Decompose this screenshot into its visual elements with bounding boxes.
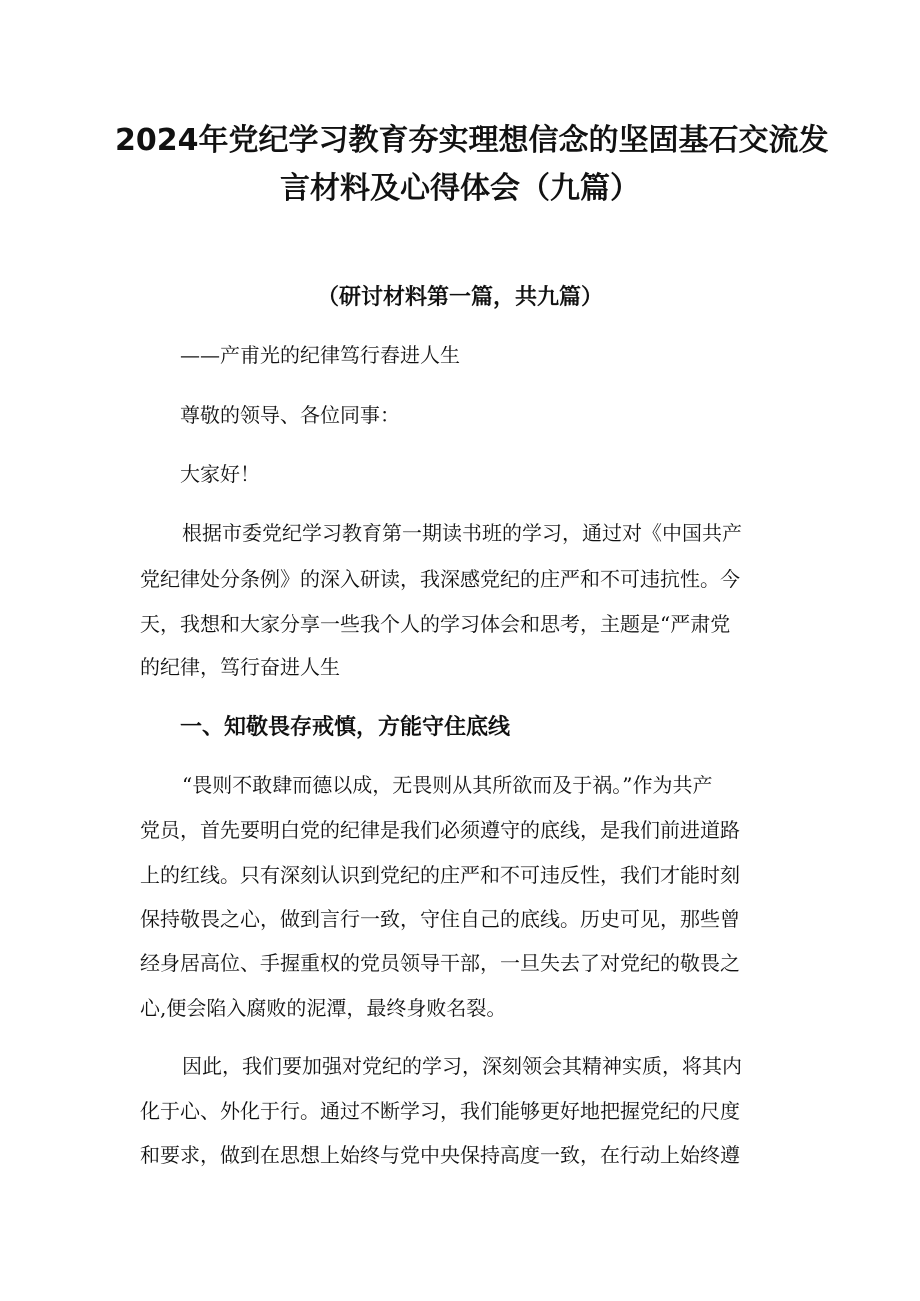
paragraph-3-line-1: 因此，我们要加强对党纪的学习，深刻领会其精神实质，将其内 <box>182 1054 742 1078</box>
paragraph-3-line-2: 化于心、外化于行。通过不断学习，我们能够更好地把握党纪的尺度 <box>140 1099 740 1123</box>
paragraph-3-line-3: 和要求，做到在思想上始终与党中央保持高度一致，在行动上始终遵 <box>140 1143 740 1167</box>
paragraph-1-line-1: 根据市委党纪学习教育第一期读书班的学习，通过对《中国共产 <box>182 521 742 545</box>
paragraph-1-line-3: 天，我想和大家分享一些我个人的学习体会和思考，主题是“严肃党 <box>140 612 731 636</box>
document-title-line-1: 2024年党纪学习教育夯实理想信念的坚固基石交流发 <box>115 123 829 158</box>
paragraph-2-line-3: 上的红线。只有深刻认识到党纪的庄严和不可违反性，我们才能时刻 <box>140 863 740 887</box>
document-subtitle: （研讨材料第一篇，共九篇） <box>316 285 603 310</box>
salutation-line: 尊敬的领导、各位同事： <box>180 403 400 427</box>
paragraph-1-line-2: 党纪律处分条例》的深入研读，我深感党纪的庄严和不可违抗性。今 <box>140 567 740 591</box>
paragraph-2-line-2: 党员，首先要明白党的纪律是我们必须遵守的底线，是我们前进道路 <box>140 818 740 842</box>
paragraph-2-line-5: 经身居高位、手握重权的党员领导干部，一旦失去了对党纪的敬畏之 <box>140 951 740 975</box>
section-heading-1: 一、知敬畏存戒慎，方能守住底线 <box>180 715 511 740</box>
paragraph-2-line-6: 心,便会陷入腐败的泥潭，最终身败名裂。 <box>140 996 507 1020</box>
paragraph-2-line-1: “畏则不敢肆而德以成，无畏则从其所欲而及于祸。”作为共产 <box>182 773 713 797</box>
paragraph-2-line-4: 保持敬畏之心，做到言行一致，守住自己的底线。历史可见，那些曾 <box>140 907 740 931</box>
theme-line: ——产甫光的纪律笃行舂进人生 <box>180 343 460 367</box>
paragraph-1-line-4: 的纪律，笃行奋进人生 <box>140 655 340 679</box>
greeting-line: 大家好！ <box>180 462 260 486</box>
document-title-line-2: 言材料及心得体会（九篇） <box>280 171 640 206</box>
